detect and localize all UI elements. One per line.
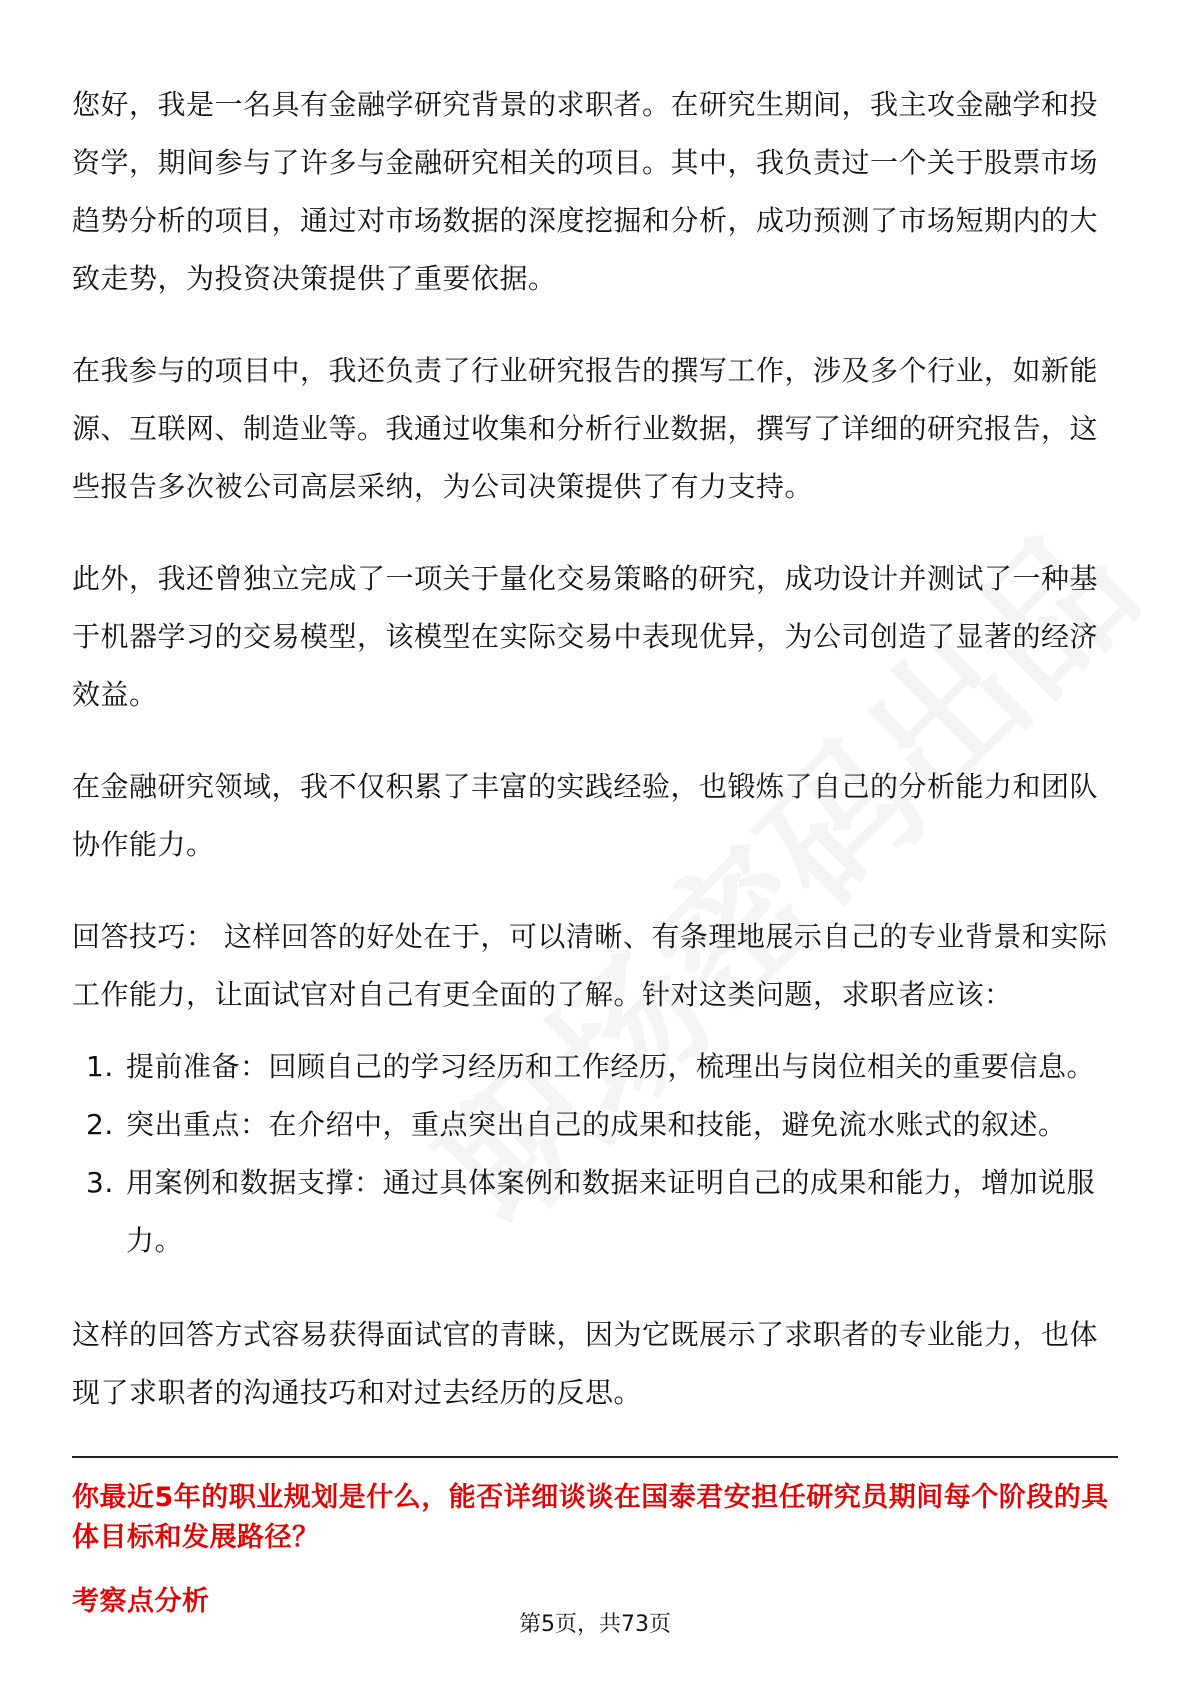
answer-paragraph-1: 您好，我是一名具有金融学研究背景的求职者。在研究生期间，我主攻金融学和投资学，期间参与了许多与金融研究相关的项目。其中，我负责过一个关于股票市场趋势分析的项目，通过对市场数据的深度挖掘和分析，成功预测了市场短期内的大致走势，为投资决策提供了重要依据。 [72, 88, 1099, 295]
page-content [72, 76, 1118, 1622]
list-item [72, 1096, 1118, 1154]
list-item-text: 提前准备：回顾自己的学习经历和工作经历，梳理出与岗位相关的重要信息。 [126, 1050, 1096, 1083]
answer-paragraph-2: 在我参与的项目中，我还负责了行业研究报告的撰写工作，涉及多个行业，如新能源、互联网、制造业等。我通过收集和分析行业数据，撰写了详细的研究报告，这些报告多次被公司高层采纳，为公司决策提供了有力支持。 [72, 354, 1099, 503]
list-item-text: 突出重点：在介绍中，重点突出自己的成果和技能，避免流水账式的叙述。 [126, 1108, 1067, 1141]
list-item-text: 用案例和数据支撑：通过具体案例和数据来证明自己的成果和能力，增加说服力。 [126, 1166, 1096, 1257]
list-number: 2. [86, 1108, 114, 1141]
list-item [72, 1154, 1118, 1270]
tips-list [72, 1038, 1118, 1270]
page-footer: 第5页，共73页 [519, 1612, 671, 1637]
section-divider [72, 1456, 1118, 1458]
list-item [72, 1038, 1118, 1096]
section-title: 考察点分析 [72, 1586, 210, 1617]
list-number: 1. [86, 1050, 114, 1083]
closing-paragraph: 这样的回答方式容易获得面试官的青睐，因为它既展示了求职者的专业能力，也体现了求职者的沟通技巧和对过去经历的反思。 [72, 1318, 1099, 1409]
answer-tips-intro: 回答技巧： 这样回答的好处在于，可以清晰、有条理地展示自己的专业背景和实际工作能力，让面试官对自己有更全面的了解。针对这类问题，求职者应该： [72, 920, 1108, 1011]
list-number: 3. [86, 1166, 114, 1199]
answer-paragraph-4: 在金融研究领域，我不仅积累了丰富的实践经验，也锻炼了自己的分析能力和团队协作能力。 [72, 770, 1099, 861]
next-question-heading: 你最近5年的职业规划是什么，能否详细谈谈在国泰君安担任研究员期间每个阶段的具体目标和发展路径？ [72, 1482, 1109, 1553]
answer-paragraph-3: 此外，我还曾独立完成了一项关于量化交易策略的研究，成功设计并测试了一种基于机器学习的交易模型，该模型在实际交易中表现优异，为公司创造了显著的经济效益。 [72, 562, 1099, 711]
